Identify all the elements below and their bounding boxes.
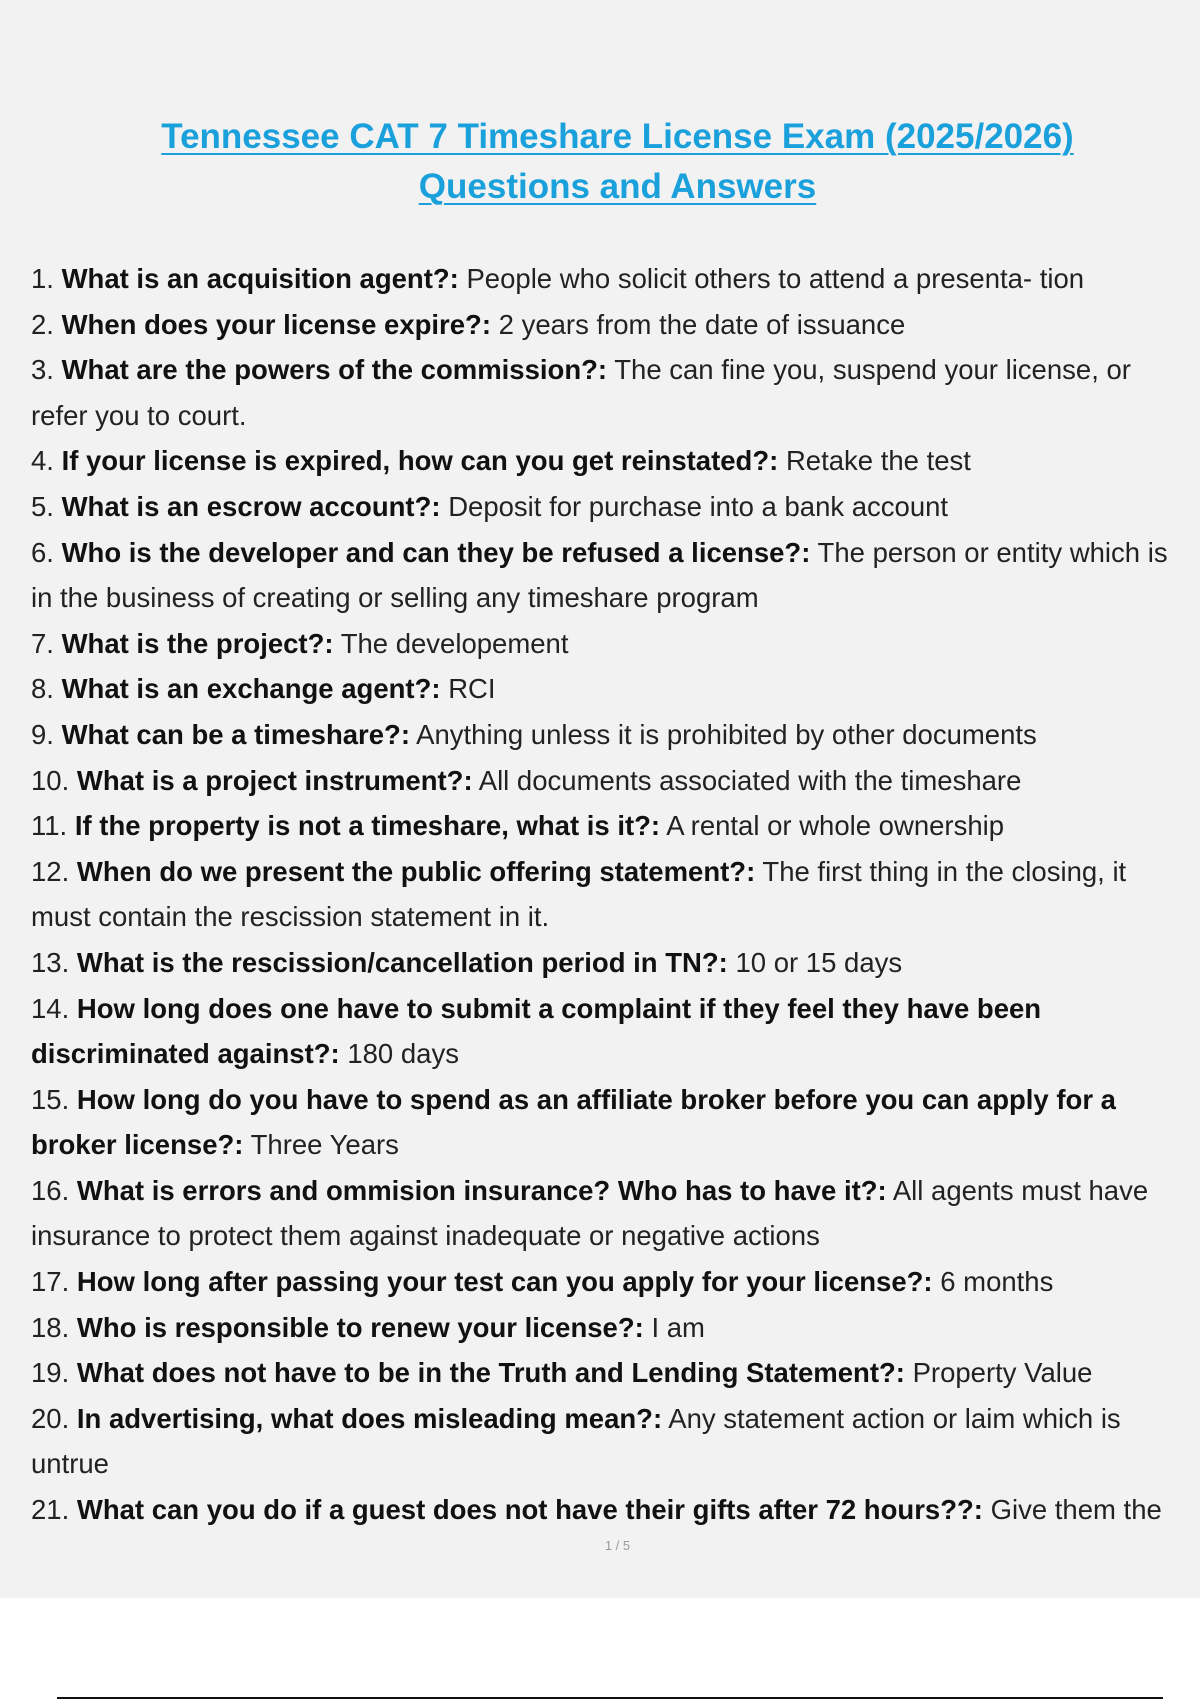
item-number: 17.	[31, 1266, 70, 1298]
question-text: What is an acquisition agent?:	[61, 263, 459, 294]
answer-text: Property Value	[912, 1357, 1093, 1389]
item-number: 4.	[31, 445, 54, 477]
question-text: When does your license expire?:	[61, 308, 491, 340]
answer-text: 10 or 15 days	[735, 946, 903, 978]
item-number: 20.	[31, 1402, 70, 1434]
question-text: In advertising, what does misleading mean?:	[76, 1402, 663, 1434]
item-number: 21.	[31, 1494, 70, 1526]
qa-item	[31, 438, 1191, 484]
item-number: 5.	[31, 490, 54, 522]
item-number: 10.	[31, 764, 70, 796]
item-number: 2.	[31, 308, 54, 340]
question-text: How long does one have to submit a complaint if they feel they have been discriminated against?:	[31, 992, 1042, 1070]
question-text: What can you do if a guest does not have their gifts after 72 hours??:	[76, 1494, 983, 1526]
item-number: 6.	[31, 536, 54, 568]
qa-list	[31, 256, 1191, 1533]
qa-item	[31, 1168, 1191, 1259]
question-text: What is an escrow account?:	[61, 490, 441, 522]
item-number: 1.	[31, 263, 54, 294]
answer-text: The can fine you, suspend your license, or refer you to court.	[31, 354, 1131, 431]
qa-item	[31, 1396, 1191, 1487]
answer-text: The first thing in the closing, it must contain the rescission statement in it.	[31, 855, 1127, 933]
qa-item	[31, 621, 1191, 667]
item-number: 8.	[31, 673, 54, 705]
answer-text: The developement	[340, 627, 569, 659]
question-text: If the property is not a timeshare, what is it?:	[74, 810, 661, 842]
item-number: 12.	[31, 855, 70, 887]
question-text: What is an exchange agent?:	[61, 673, 441, 705]
answer-text: RCI	[448, 673, 496, 705]
qa-item	[31, 803, 1191, 849]
answer-text: I am	[651, 1311, 705, 1343]
answer-text: The person or entity which is in the business of creating or selling any timeshare program	[31, 536, 1168, 614]
answer-text: A rental or whole ownership	[666, 810, 1005, 842]
answer-text: 6 months	[940, 1266, 1054, 1298]
answer-text: 180 days	[347, 1038, 459, 1070]
item-number: 9.	[31, 718, 54, 750]
answer-text: 2 years from the date of issuance	[498, 308, 906, 340]
item-number: 3.	[31, 354, 54, 386]
qa-item	[31, 256, 1191, 302]
qa-item	[31, 1487, 1191, 1533]
item-number: 19.	[31, 1357, 70, 1389]
question-text: What does not have to be in the Truth and Lending Statement?:	[76, 1357, 905, 1389]
qa-item	[31, 347, 1191, 438]
question-text: When do we present the public offering statement?:	[76, 855, 756, 887]
bottom-divider	[57, 1697, 1163, 1699]
answer-text: Any statement action or laim which is untrue	[31, 1402, 1121, 1480]
page-indicator: 1 / 5	[604, 1538, 631, 1553]
qa-item	[31, 1259, 1191, 1305]
answer-text: Three Years	[250, 1129, 399, 1161]
title-line-2: Questions and Answers	[418, 167, 817, 206]
question-text: What is a project instrument?:	[76, 764, 473, 796]
qa-item	[31, 986, 1191, 1077]
qa-item	[31, 484, 1191, 530]
question-text: How long do you have to spend as an affiliate broker before you can apply for a broker license?:	[31, 1083, 1116, 1161]
qa-item	[31, 1350, 1191, 1396]
item-number: 14.	[31, 992, 70, 1024]
answer-text: All agents must have insurance to protect them against inadequate or negative actions	[31, 1174, 1149, 1252]
answer-text: All documents associated with the timeshare	[478, 764, 1022, 796]
title-line-1: Tennessee CAT 7 Timeshare License Exam (2025/2026)	[161, 117, 1074, 156]
item-number: 18.	[31, 1311, 70, 1343]
qa-item	[31, 1305, 1191, 1351]
qa-item	[31, 940, 1191, 986]
question-text: What is the rescission/cancellation period in TN?:	[76, 946, 728, 978]
answer-text: People who solicit others to attend a presenta- tion	[466, 263, 1085, 294]
question-text: Who is responsible to renew your license?:	[76, 1311, 644, 1343]
item-number: 16.	[31, 1174, 70, 1206]
question-text: If your license is expired, how can you get reinstated?:	[61, 445, 779, 477]
document-title	[0, 112, 1200, 212]
item-number: 13.	[31, 946, 70, 978]
answer-text: Deposit for purchase into a bank account	[448, 490, 949, 522]
answer-text: Anything unless it is prohibited by other documents	[416, 718, 1037, 750]
question-text: Who is the developer and can they be refused a license?:	[61, 536, 811, 568]
answer-text: Give them the	[990, 1494, 1162, 1526]
question-text: What is the project?:	[61, 627, 334, 659]
question-text: How long after passing your test can you apply for your license?:	[76, 1266, 933, 1298]
item-number: 7.	[31, 627, 54, 659]
qa-item	[31, 1077, 1191, 1168]
qa-item	[31, 530, 1191, 621]
item-number: 11.	[31, 810, 68, 842]
question-text: What is errors and ommision insurance? Who has to have it?:	[76, 1174, 887, 1206]
question-text: What can be a timeshare?:	[61, 718, 411, 750]
qa-item	[31, 302, 1191, 348]
qa-item	[31, 849, 1191, 940]
qa-item	[31, 758, 1191, 804]
qa-item	[31, 666, 1191, 712]
answer-text: Retake the test	[785, 445, 971, 477]
question-text: What are the powers of the commission?:	[61, 354, 608, 386]
qa-item	[31, 712, 1191, 758]
item-number: 15.	[31, 1083, 70, 1115]
